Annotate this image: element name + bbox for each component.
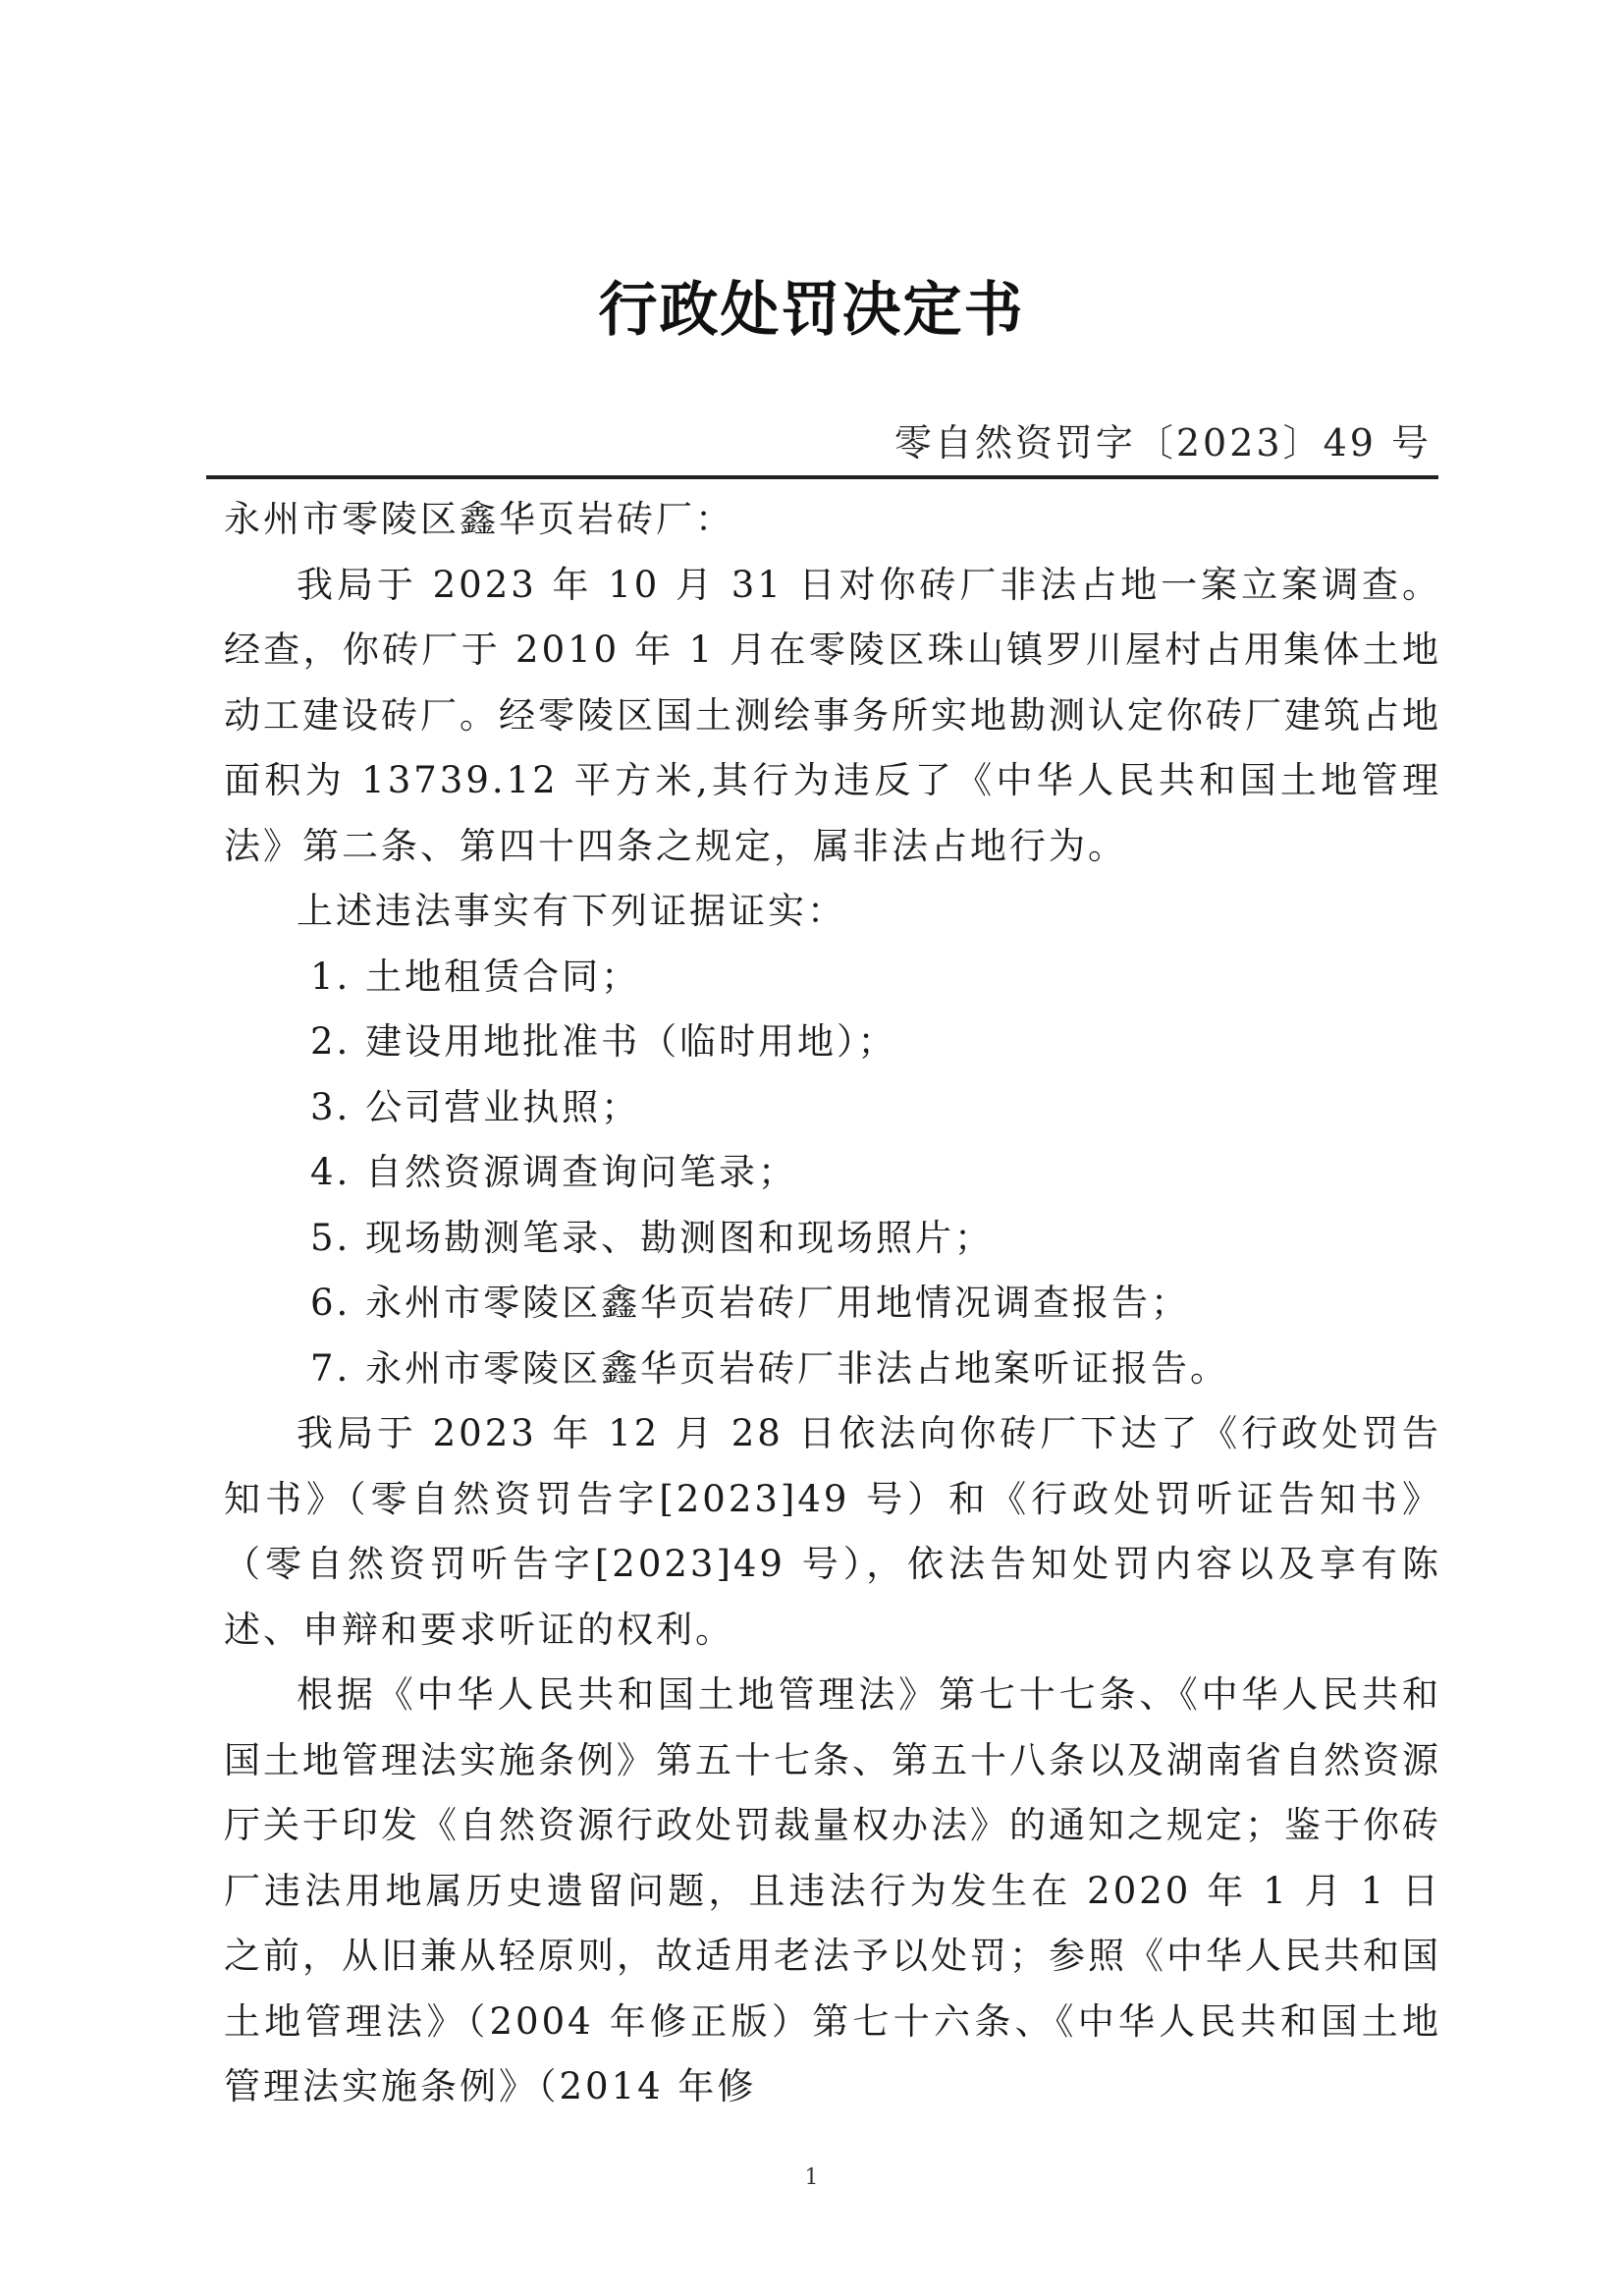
- page-number: 1: [804, 2165, 819, 2190]
- document-title: 行政处罚决定书: [598, 276, 1025, 345]
- paragraph-investigation: 我局于 2023 年 10 月 31 日对你砖厂非法占地一案立案调查。经查，你砖厂于 2010 年 1 月在零陵区珠山镇罗川屋村占用集体土地动工建设砖厂。经零陵区国土测绘事务所实地勘测认定你砖厂建筑占地面积为 13739.12 平方米,其行为违反了《中华人民共和国土地管理法》第二条、第四十四条之规定，属非法占地行为。: [224, 563, 1441, 867]
- evidence-intro: 上述违法事实有下列证据证实：: [297, 890, 846, 932]
- paragraph-notice: 我局于 2023 年 12 月 28 日依法向你砖厂下达了《行政处罚告知书》（零自然资罚告字[2023]49 号）和《行政处罚听证告知书》（零自然资罚听告字[2023]49 号），依法告知处罚内容以及享有陈述、申辩和要求听证的权利。: [224, 1412, 1441, 1651]
- document-body: [224, 487, 1441, 2120]
- document-number: 零自然资罚字〔2023〕49 号: [893, 421, 1432, 465]
- evidence-item: 6. 永州市零陵区鑫华页岩砖厂用地情况调查报告；: [310, 1282, 1191, 1324]
- evidence-item: 7. 永州市零陵区鑫华页岩砖厂非法占地案听证报告。: [310, 1346, 1230, 1390]
- header-divider: [206, 475, 1438, 479]
- paragraph-legal-basis: 根据《中华人民共和国土地管理法》第七十七条、《中华人民共和国土地管理法实施条例》第五十七条、第五十八条以及湖南省自然资源厅关于印发《自然资源行政处罚裁量权办法》的通知之规定；鉴于你砖厂违法用地属历史遗留问题，且违法行为发生在 2020 年 1 月 1 日之前，从旧兼从轻原则，故适用老法予以处罚；参照《中华人民共和国土地管理法》（2004 年修正版）第七十六条、《中华人民共和国土地管理法实施条例》（2014 年修: [224, 1673, 1441, 2107]
- addressee: 永州市零陵区鑫华页岩砖厂：: [224, 498, 734, 540]
- evidence-item: 5. 现场勘测笔录、勘测图和现场照片；: [310, 1216, 995, 1259]
- evidence-list: [224, 945, 1441, 1402]
- evidence-item: 3. 公司营业执照；: [310, 1085, 641, 1128]
- evidence-item: 4. 自然资源调查询问笔录；: [310, 1151, 798, 1193]
- evidence-item: 1. 土地租赁合同；: [310, 955, 641, 998]
- evidence-item: 2. 建设用地批准书（临时用地）；: [310, 1020, 897, 1063]
